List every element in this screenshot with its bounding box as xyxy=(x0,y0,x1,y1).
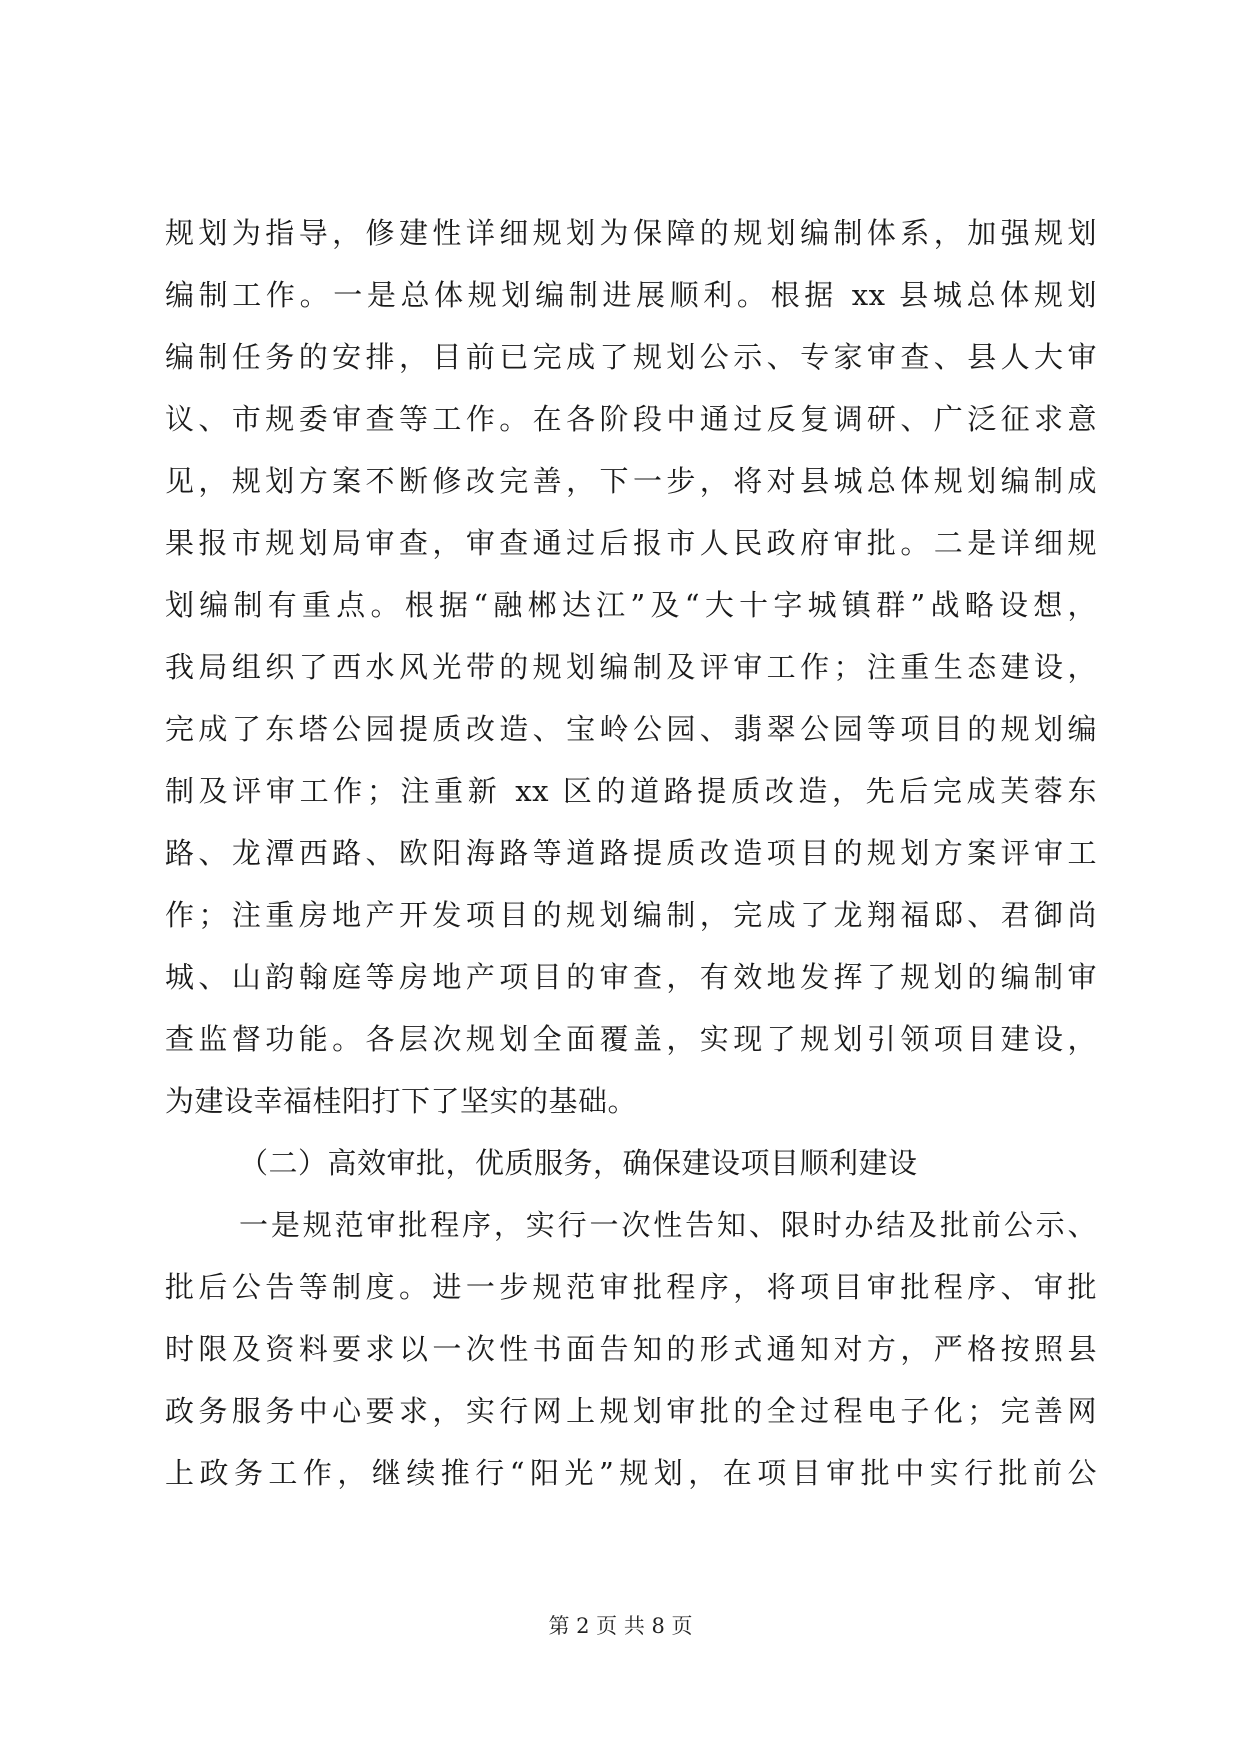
paragraph-line: 为建设幸福桂阳打下了坚实的基础。 xyxy=(165,1084,638,1118)
paragraph-line: 制及评审工作；注重新 xx 区的道路提质改造，先后完成芙蓉东 xyxy=(165,774,1097,808)
paragraph-line: 时限及资料要求以一次性书面告知的形式通知对方，严格按照县 xyxy=(165,1332,1097,1366)
paragraph-line: 路、龙潭西路、欧阳海路等道路提质改造项目的规划方案评审工 xyxy=(165,836,1097,870)
page-number-footer: 第 2 页 共 8 页 xyxy=(548,1614,693,1638)
paragraph-line: 查监督功能。各层次规划全面覆盖，实现了规划引领项目建设， xyxy=(165,1022,1097,1056)
paragraph-line: 作；注重房地产开发项目的规划编制，完成了龙翔福邸、君御尚 xyxy=(165,898,1097,932)
paragraph-line: 编制工作。一是总体规划编制进展顺利。根据 xx 县城总体规划 xyxy=(165,278,1097,312)
paragraph-line: 城、山韵翰庭等房地产项目的审查，有效地发挥了规划的编制审 xyxy=(165,960,1097,994)
paragraph-line: 上政务工作，继续推行“阳光”规划，在项目审批中实行批前公 xyxy=(165,1456,1097,1490)
paragraph-line: 果报市规划局审查，审查通过后报市人民政府审批。二是详细规 xyxy=(165,526,1097,560)
document-body xyxy=(165,202,1097,1504)
paragraph-line: 批后公告等制度。进一步规范审批程序，将项目审批程序、审批 xyxy=(165,1270,1097,1304)
paragraph-line: 规划为指导，修建性详细规划为保障的规划编制体系，加强规划 xyxy=(165,216,1097,250)
paragraph-line: 议、市规委审查等工作。在各阶段中通过反复调研、广泛征求意 xyxy=(165,402,1097,436)
section-heading: （二）高效审批，优质服务，确保建设项目顺利建设 xyxy=(239,1146,918,1180)
paragraph-line: 划编制有重点。根据“融郴达江”及“大十字城镇群”战略设想， xyxy=(165,588,1097,622)
paragraph-line: 见，规划方案不断修改完善，下一步，将对县城总体规划编制成 xyxy=(165,464,1097,498)
paragraph-line: 一是规范审批程序，实行一次性告知、限时办结及批前公示、 xyxy=(239,1208,1097,1242)
paragraph-line: 我局组织了西水风光带的规划编制及评审工作；注重生态建设， xyxy=(165,650,1097,684)
paragraph-line: 完成了东塔公园提质改造、宝岭公园、翡翠公园等项目的规划编 xyxy=(165,712,1097,746)
paragraph-line: 编制任务的安排，目前已完成了规划公示、专家审查、县人大审 xyxy=(165,340,1097,374)
paragraph-line: 政务服务中心要求，实行网上规划审批的全过程电子化；完善网 xyxy=(165,1394,1097,1428)
